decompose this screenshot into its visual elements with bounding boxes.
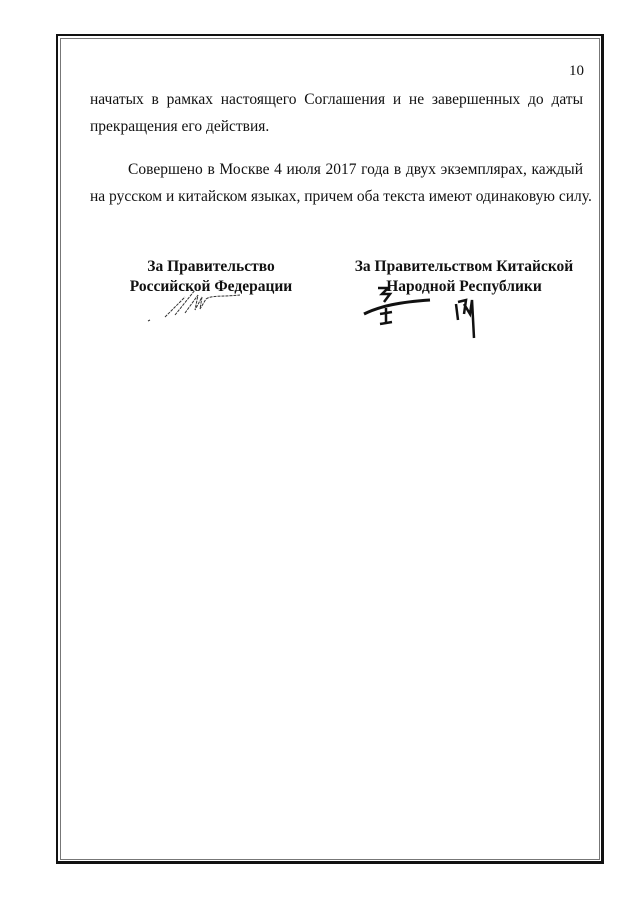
- text-line: прекращения его действия.: [90, 118, 270, 135]
- paragraph-signing-statement: [90, 156, 592, 210]
- signature-russia: [140, 285, 260, 325]
- signatory-line: За Правительством Китайской: [354, 258, 574, 275]
- text-line: на русском и китайском языках, причем оба текста имеют одинаковую силу.: [90, 188, 592, 205]
- page-number: 10: [569, 63, 584, 79]
- signatory-line: Народной Республики: [386, 278, 542, 295]
- text-line: Совершено в Москве 4 июля 2017 года в двух экземплярах, каждый: [128, 161, 583, 178]
- signatory-line: За Правительство: [147, 258, 275, 275]
- signatory-line: Российской Федерации: [129, 278, 293, 295]
- paragraph-continuation: [90, 86, 583, 140]
- text-line: начатых в рамках настоящего Соглашения и не завершенных до даты: [90, 91, 583, 108]
- signature-china: [360, 282, 490, 342]
